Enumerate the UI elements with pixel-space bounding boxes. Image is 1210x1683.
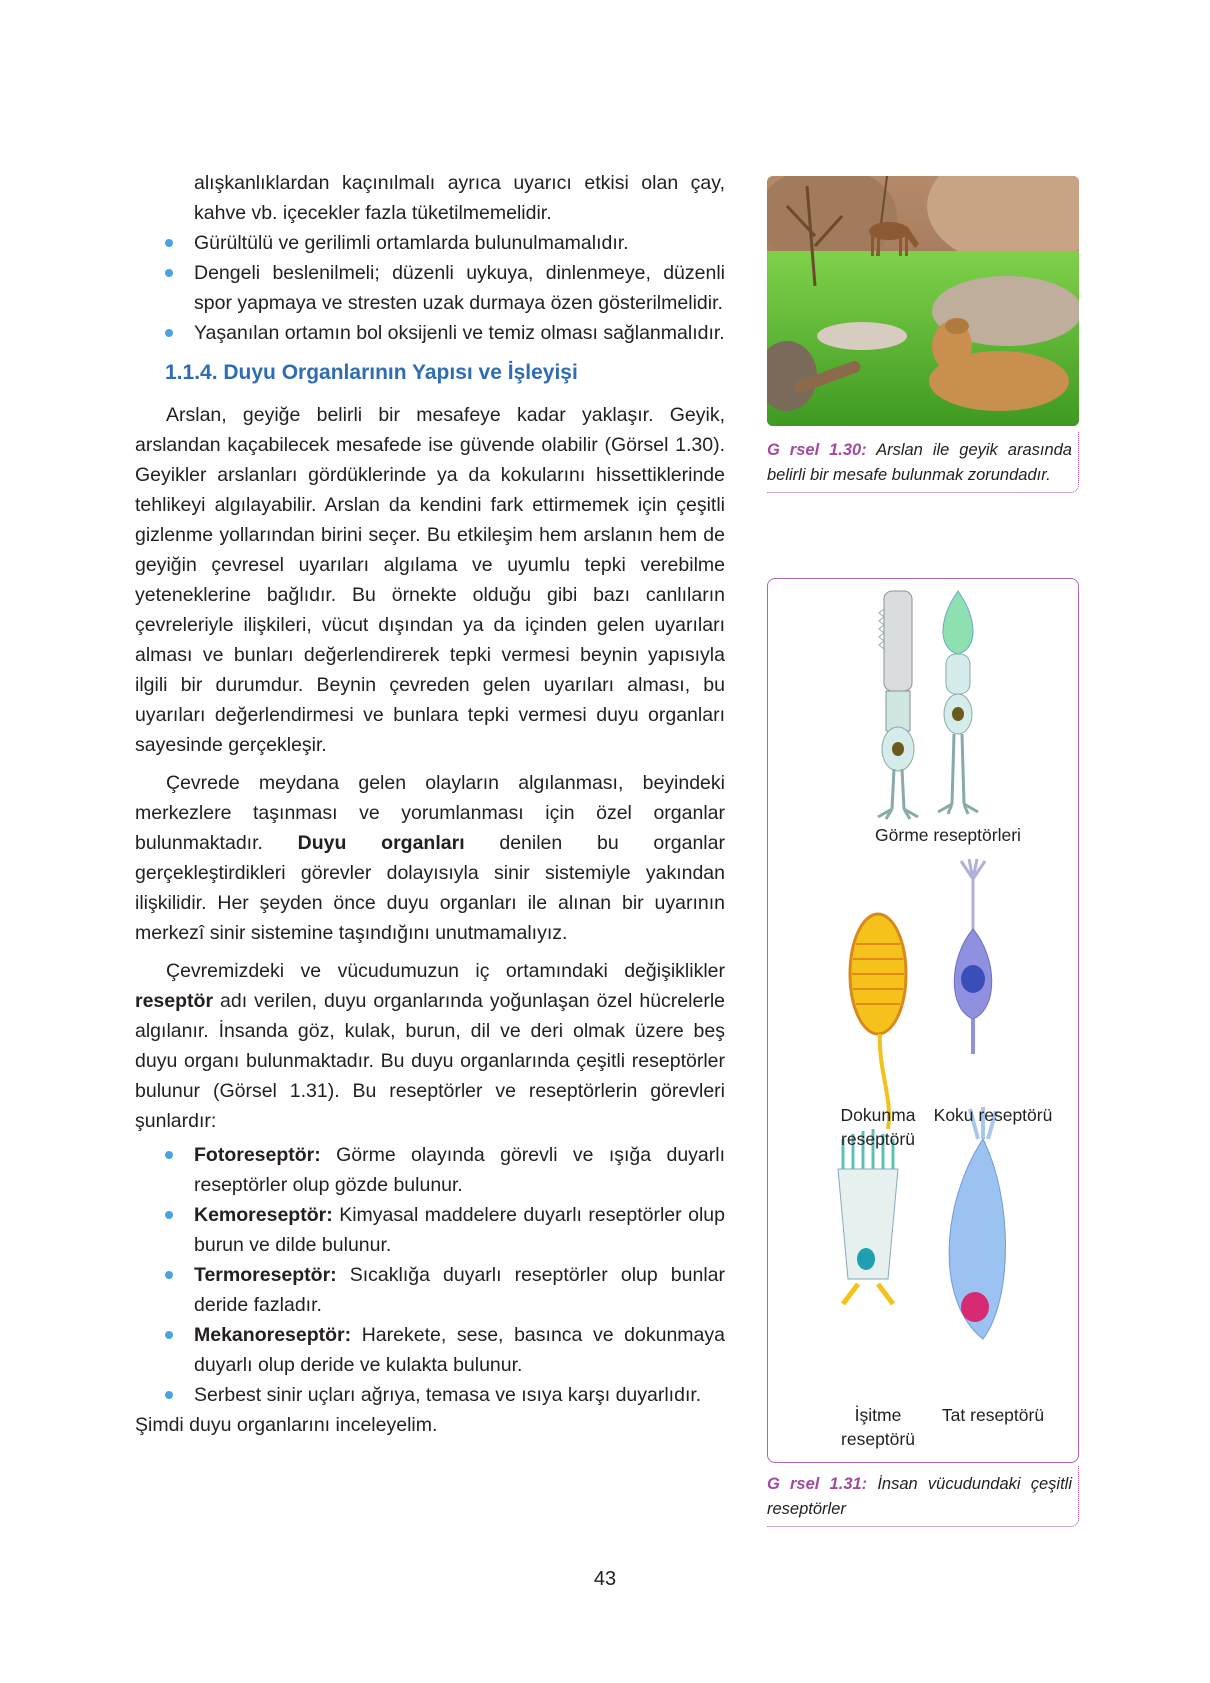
list-item: Kemoreseptör: Kimyasal maddelere duyarlı reseptörler olup burun ve dilde bulunur.: [135, 1200, 725, 1260]
caption-text: İnsan vücudundaki çeşitli reseptörler: [767, 1475, 1072, 1518]
list-item: Dengeli beslenilmeli; düzenli uykuya, dinlenmeye, düzenli spor yapmaya ve stresten uzak durmaya özen gösterilmelidir.: [135, 258, 725, 318]
paragraph-duyu-organlari: Çevrede meydana gelen olayların algılanması, beyindeki merkezlere taşınması ve yorumlanması için özel organlar bulunmaktadır. Duyu organları denilen bu organlar gerçekleştirdikleri görevler dolayısıyla sinir sistemiyle yakından ilişkilidir. Her şeyden önce duyu organları ile alınan bir uyarının merkezî sinir sistemine taşındığını unutmamalıyız.: [135, 772, 725, 944]
label-isitme: İşitme reseptörü: [841, 1405, 915, 1449]
section-heading: 1.1.4. Duyu Organlarının Yapısı ve İşleyişi: [165, 361, 578, 384]
figure-130-caption: [767, 432, 1079, 493]
cone-cell-illustration: [938, 591, 978, 814]
paragraph-reseptor: Çevremizdeki ve vücudumuzun iç ortamındaki değişiklikler reseptör adı verilen, duyu organlarında yoğunlaşan özel hücrelerle algılanır. İnsanda göz, kulak, burun, dil ve deri olmak üzere beş duyu organı bulunmaktadır. Bu duyu organlarında çeşitli reseptörler bulunur (Görsel 1.31). Bu reseptörler ve reseptörlerin görevleri şunlardır:: [135, 960, 725, 1132]
list-item: Termoreseptör: Sıcaklığa duyarlı reseptörler olup bunlar deride fazladır.: [135, 1260, 725, 1320]
continued-text: alışkanlıklardan kaçınılmalı ayrıca uyarıcı etkisi olan çay, kahve vb. içecekler fazla tüketilmemelidir.: [194, 172, 725, 224]
caption-label: G rsel 1.30:: [767, 441, 867, 459]
figure-131-caption: [767, 1466, 1079, 1527]
receptors-figure: [767, 578, 1079, 1463]
closing-sentence: Şimdi duyu organlarını inceleyelim.: [135, 1414, 438, 1436]
label-dokunma: Dokunma reseptörü: [840, 1105, 916, 1149]
list-item: Yaşanılan ortamın bol oksijenli ve temiz olması sağlanmalıdır.: [135, 318, 725, 348]
taste-receptor-illustration: [949, 1107, 1005, 1339]
caption-text: Arslan ile geyik arasında belirli bir mesafe bulunmak zorundadır.: [767, 441, 1072, 484]
label-gorme: Görme reseptörleri: [875, 825, 1021, 845]
list-item: Mekanoreseptör: Harekete, sese, basınca ve dokunmaya duyarlı olup deride ve kulakta bulunur.: [135, 1320, 725, 1380]
caption-label: G rsel 1.31:: [767, 1475, 868, 1493]
label-koku: Koku reseptörü: [933, 1105, 1053, 1125]
list-item: Fotoreseptör: Görme olayında görevli ve ışığa duyarlı reseptörler olup gözde bulunur.: [135, 1140, 725, 1200]
list-item: Gürültülü ve gerilimli ortamlarda bulunulmamalıdır.: [135, 228, 725, 258]
touch-receptor-illustration: [850, 914, 906, 1129]
term-duyu-organlari: Duyu organları: [297, 832, 465, 854]
label-tat: Tat reseptörü: [941, 1405, 1045, 1425]
page-number: 43: [593, 1568, 617, 1590]
smell-receptor-illustration: [954, 859, 992, 1054]
hearing-receptor-illustration: [838, 1129, 898, 1304]
rod-cell-illustration: [878, 591, 918, 819]
paragraph-arslan: Arslan, geyiğe belirli bir mesafeye kadar yaklaşır. Geyik, arslandan kaçabilecek mesafede ise güvende olabilir (Görsel 1.30). Geyikler arslanları gördüklerinde ya da kokularını hissettiklerinde tehlikeyi algılayabilir. Arslan da kendini fark ettirmemek için çeşitli gizlenme yollarından birini seçer. Bu etkileşim hem arslanın hem de geyiğin çevresel uyarıları algılama ve uyumlu tepki verebilme yeteneklerine bağlıdır. Bu örnekte olduğu gibi bazı canlıların çevreleriyle ilişkileri, vücut dışından ya da içinden gelen uyarıları alması ve bunları değerlendirerek tepki vermesi beynin yapısıyla ilgili bir durumdur. Beynin çevreden gelen uyarıları alması, bu uyarıları değerlendirmesi ve bunlara tepki vermesi duyu organları sayesinde gerçekleşir.: [135, 404, 725, 756]
lion-deer-photo: [767, 176, 1079, 426]
main-text-column: [135, 168, 725, 1440]
list-item: Serbest sinir uçları ağrıya, temasa ve ısıya karşı duyarlıdır.: [135, 1380, 725, 1410]
term-reseptor: reseptör: [135, 990, 214, 1012]
